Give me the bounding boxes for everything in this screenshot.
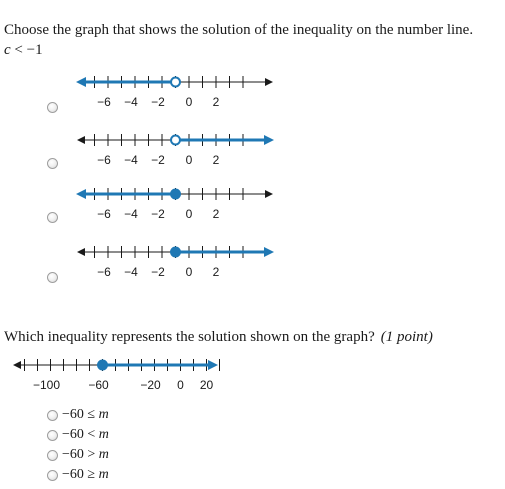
tick-label: −20 (140, 378, 161, 392)
endpoint-closed-circle (170, 189, 181, 200)
tick-label: −4 (124, 153, 138, 167)
q2-option-1-radio[interactable] (47, 410, 58, 421)
solution-arrow (208, 360, 218, 370)
q2-option-4-label[interactable] (62, 467, 109, 483)
q1-option-3-number-line[interactable] (74, 184, 274, 224)
tick-label: 0 (185, 153, 193, 167)
tick-label: 2 (212, 153, 220, 167)
tick-label: 2 (212, 95, 220, 109)
q2-option-4-prefix: −60 ≥ (62, 467, 99, 482)
solution-arrow (264, 135, 274, 145)
axis-arrow-left (77, 248, 85, 256)
q2-option-3-prefix: −60 > (62, 447, 99, 462)
endpoint-open-circle (171, 78, 180, 87)
tick-label: −4 (124, 207, 138, 221)
tick-label: 0 (185, 265, 193, 279)
q2-option-1-var: m (98, 407, 109, 422)
q2-option-3-radio[interactable] (47, 450, 58, 461)
q2-option-3-label[interactable] (62, 447, 109, 463)
tick-label: −6 (97, 95, 111, 109)
q1-option-1-number-line[interactable] (74, 72, 274, 112)
tick-label: −4 (124, 95, 138, 109)
tick-label: 2 (212, 207, 220, 221)
tick-label: −2 (151, 95, 165, 109)
endpoint-open-circle (171, 136, 180, 145)
tick-label: −6 (97, 153, 111, 167)
question1-prompt: Choose the graph that shows the solution of the inequality on the number line. (4, 22, 474, 38)
q2-option-2-var: m (98, 427, 109, 442)
tick-label: −100 (32, 378, 61, 392)
tick-label: −60 (88, 378, 109, 392)
solution-arrow (76, 189, 86, 199)
q2-option-3-var: m (98, 447, 109, 462)
q1-option-4-radio[interactable] (47, 272, 58, 283)
endpoint-closed-circle (170, 247, 181, 258)
tick-label: −6 (97, 207, 111, 221)
inequality-variable: c (4, 42, 11, 58)
solution-arrow (264, 247, 274, 257)
tick-label: −2 (151, 265, 165, 279)
tick-label: 0 (185, 95, 193, 109)
q1-option-1-radio[interactable] (47, 102, 58, 113)
tick-label: 20 (199, 378, 214, 392)
q2-number-line (10, 355, 222, 395)
q2-option-1-label[interactable] (62, 407, 109, 423)
inequality-relation: < −1 (10, 42, 43, 58)
q2-option-2-prefix: −60 < (62, 427, 99, 442)
q2-option-4-radio[interactable] (47, 470, 58, 481)
tick-label: 2 (212, 265, 220, 279)
q2-option-1-prefix: −60 ≤ (62, 407, 99, 422)
axis-arrow-left (77, 136, 85, 144)
tick-label: 0 (177, 378, 184, 392)
q2-option-4-var: m (98, 467, 109, 482)
q1-option-2-radio[interactable] (47, 158, 58, 169)
q1-option-3-radio[interactable] (47, 212, 58, 223)
question1-inequality (4, 42, 43, 59)
solution-arrow (76, 77, 86, 87)
axis-arrow-right (265, 78, 273, 86)
tick-label: −2 (151, 153, 165, 167)
tick-label: −4 (124, 265, 138, 279)
q2-option-2-radio[interactable] (47, 430, 58, 441)
q1-option-2-number-line[interactable] (74, 130, 274, 170)
tick-label: 0 (185, 207, 193, 221)
tick-label: −6 (97, 265, 111, 279)
axis-arrow-right (265, 190, 273, 198)
question2-points: (1 point) (380, 329, 433, 345)
tick-label: −2 (151, 207, 165, 221)
question2-prompt (4, 329, 433, 346)
q2-option-2-label[interactable] (62, 427, 109, 443)
q1-option-4-number-line[interactable] (74, 242, 274, 282)
endpoint-closed-circle (97, 360, 108, 371)
question2-text: Which inequality represents the solution shown on the graph? (4, 329, 375, 345)
axis-arrow-left (13, 361, 21, 369)
